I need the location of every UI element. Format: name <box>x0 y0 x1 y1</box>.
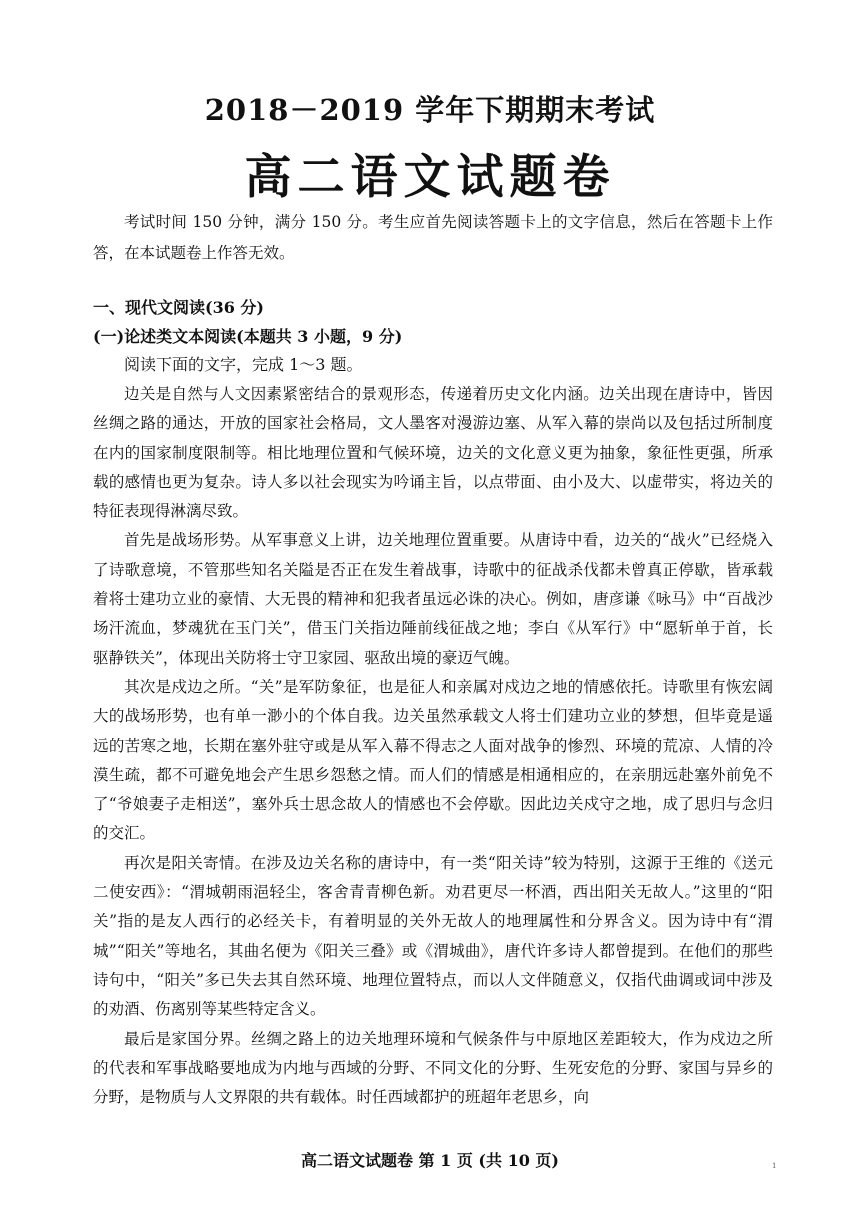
passage-paragraph-2: 首先是战场形势。从军事意义上讲，边关地理位置重要。从唐诗中看，边关的“战火”已经烧入了诗歌意境，不管那些知名关隘是否正在发生着战事，诗歌中的征战杀伐都未曾真正停歇，皆承载着将士建功立业的豪情、大无畏的精神和犯我者虽远必诛的决心。例如，唐彦谦《咏马》中“百战沙场汗流血，梦魂犹在玉门关”，借玉门关指边陲前线征战之地；李白《从军行》中“愿斩单于首，长驱静铁关”，体现出关防将士守卫家园、驱敌出境的豪迈气魄。 <box>93 531 773 667</box>
passage-paragraph-1: 边关是自然与人文因素紧密结合的景观形态，传递着历史文化内涵。边关出现在唐诗中，皆因丝绸之路的通达，开放的国家社会格局，文人墨客对漫游边塞、从军入幕的崇尚以及包括过所制度在内的国家制度限制等。相比地理位置和气候环境，边关的文化意义更为抽象，象征性更强，所承载的感情也更为复杂。诗人多以社会现实为吟诵主旨，以点带面、由小及大、以虚带实，将边关的特征表现得淋漓尽致。 <box>93 385 773 521</box>
passage-paragraph-5: 最后是家国分界。丝绸之路上的边关地理环境和气候条件与中原地区差距较大，作为戍边之所的代表和军事战略要地成为内地与西域的分野、不同文化的分野、生死安危的分野、家国与异乡的分野，是物质与人文界限的共有载体。时任西域都护的班超年老思乡，向 <box>93 1029 773 1107</box>
exam-instructions: 考试时间 150 分钟，满分 150 分。考生应首先阅读答题卡上的文字信息，然后在答题卡上作答，在本试题卷上作答无效。 <box>93 213 773 262</box>
page-footer: 高二语文试题卷 第 1 页 (共 10 页) <box>301 1151 559 1170</box>
reading-passage <box>93 380 773 1112</box>
passage-paragraph-4: 再次是阳关寄情。在涉及边关名称的唐诗中，有一类“阳关诗”较为特别，这源于王维的《送元二使安西》：“渭城朝雨浥轻尘，客舍青青柳色新。劝君更尽一杯酒，西出阳关无故人。”这里的“阳关”指的是友人西行的必经关卡，有着明显的关外无故人的地理属性和分界含义。因为诗中有“渭城”“阳关”等地名，其曲名便为《阳关三叠》或《渭城曲》，唐代许多诗人都曾提到。在他们的那些诗句中，“阳关”多已失去其自然环境、地理位置特点，而以人文伴随意义，仅指代曲调或词中涉及的劝酒、伤离别等某些特定含义。 <box>93 853 773 1019</box>
reading-direction: 阅读下面的文字，完成 1～3 题。 <box>124 355 363 374</box>
subsection-heading: (一)论述类文本阅读(本题共 3 小题，9 分) <box>93 327 403 346</box>
passage-paragraph-3: 其次是戍边之所。“关”是军防象征，也是征人和亲属对戍边之地的情感依托。诗歌里有恢宏阔大的战场形势，也有单一渺小的个体自我。边关虽然承载文人将士们建功立业的梦想，但毕竟是遥远的苦寒之地，长期在塞外驻守或是从军入幕不得志之人面对战争的惨烈、环境的荒凉、人情的冷漠生疏，都不可避免地会产生思乡怨愁之情。而人们的情感是相通相应的，在亲朋远赴塞外前免不了“爷娘妻子走相送”，塞外兵士思念故人的情感也不会停歇。因此边关戍守之地，成了思归与念归的交汇。 <box>93 677 773 843</box>
section-heading: 一、现代文阅读(36 分) <box>93 298 264 317</box>
page-mark: 1 <box>772 1162 777 1170</box>
paper-title: 高二语文试题卷 <box>244 150 616 205</box>
exam-title: 2018－2019 学年下期期末考试 <box>204 93 656 127</box>
